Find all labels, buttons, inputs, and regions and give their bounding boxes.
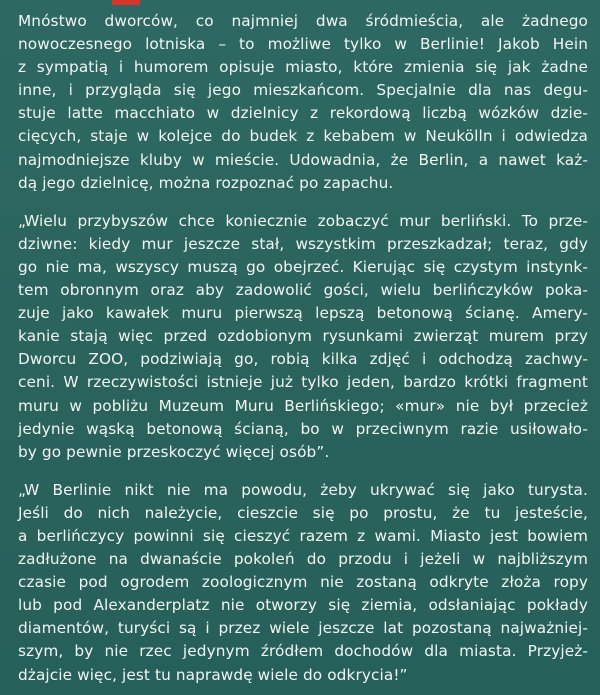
- text-line: inne, i przygląda się jego mieszkańcom. Specjalnie dla nas degu-: [18, 81, 588, 100]
- text-line: nowoczesnego lotniska – to możliwe tylko w Berlinie! Jakob Hein: [18, 35, 588, 54]
- text-line: Mnóstwo dworców, co najmniej dwa śródmieścia, ale żadnego: [18, 12, 588, 30]
- blurb-text: [18, 10, 588, 687]
- text-line: szym, by nie rzec jedynym źródłem dochodów dla miasta. Przyjeż-: [18, 642, 588, 661]
- text-line: dziwne: kiedy mur jeszcze stał, wszystkim przeszkadzał; teraz, gdy: [18, 234, 588, 253]
- text-line: diamentów, turyści są i przez wiele jeszcze lat pozostaną najważniej-: [18, 619, 588, 638]
- text-line: ceni. W rzeczywistości istnieje już tylko jeden, bardzo krótki fragment: [18, 373, 588, 392]
- text-line: „W Berlinie nikt nie ma powodu, żeby ukrywać się jako turysta.: [18, 480, 588, 499]
- text-line: go nie ma, wszyscy muszą go obejrzeć. Kierując się czystym instynk-: [18, 257, 588, 276]
- text-line: cięcych, staje w kolejce do budek z kebabem w Neukölln i odwiedza: [18, 127, 588, 146]
- text-line: jedynie wąską betonową ścianą, bo w przeciwnym razie usiłowało-: [18, 419, 588, 438]
- text-line: muru w pobliżu Muzeum Muru Berlińskiego; «mur» nie był przecież: [18, 396, 588, 415]
- paragraph-quote-tourists: [18, 479, 588, 687]
- text-line: lub pod Alexanderplatz nie otworzy się ziemia, odsłaniając pokłady: [18, 596, 588, 615]
- text-line: zadłużone na dwanaście pokoleń do przodu i jeżeli w najbliższym: [18, 550, 588, 569]
- paragraph-intro: [18, 10, 588, 195]
- text-line: tem obronnym oraz aby zadowolić gości, wielu berlińczyków poka-: [18, 281, 588, 300]
- text-line: dżajcie więc, jest tu naprawdę wiele do odkrycia!”: [18, 665, 408, 684]
- text-line: by go pewnie przeskoczyć więcej osób”.: [18, 442, 330, 461]
- text-line: Dworcu ZOO, podziwiają go, robią kilka zdjęć i odchodzą zachwy-: [18, 350, 588, 369]
- text-line: zuje jako kawałek muru pierwszą lepszą betonową ścianę. Amery-: [18, 304, 588, 323]
- text-line: a berlińczycy powinni się cieszyć razem z wami. Miasto jest bowiem: [18, 526, 588, 545]
- text-line: Jeśli do nich należycie, cieszcie się po prostu, że tu jesteście,: [18, 503, 588, 522]
- text-line: z sympatią i humorem opisuje miasto, które zmienia się jak żadne: [18, 58, 588, 77]
- red-accent-tab: [112, 0, 140, 5]
- text-line: kanie stają więc przed ozdobionym rysunkami zwierząt murem przy: [18, 327, 588, 346]
- text-line: najmodniejsze kluby w mieście. Udowadnia, że Berlin, a nawet każ-: [18, 150, 588, 169]
- text-line: czasie pod ogrodem zoologicznym nie zostaną odkryte złoża ropy: [18, 573, 588, 592]
- text-line: stuje latte macchiato w dzielnicy z rekordową liczbą wózków dzie-: [18, 104, 588, 123]
- text-line: „Wielu przybyszów chce koniecznie zobaczyć mur berliński. To prze-: [18, 211, 588, 230]
- paragraph-quote-wall: [18, 210, 588, 464]
- text-line: dą jego dzielnicę, można rozpoznać po zapachu.: [18, 173, 394, 192]
